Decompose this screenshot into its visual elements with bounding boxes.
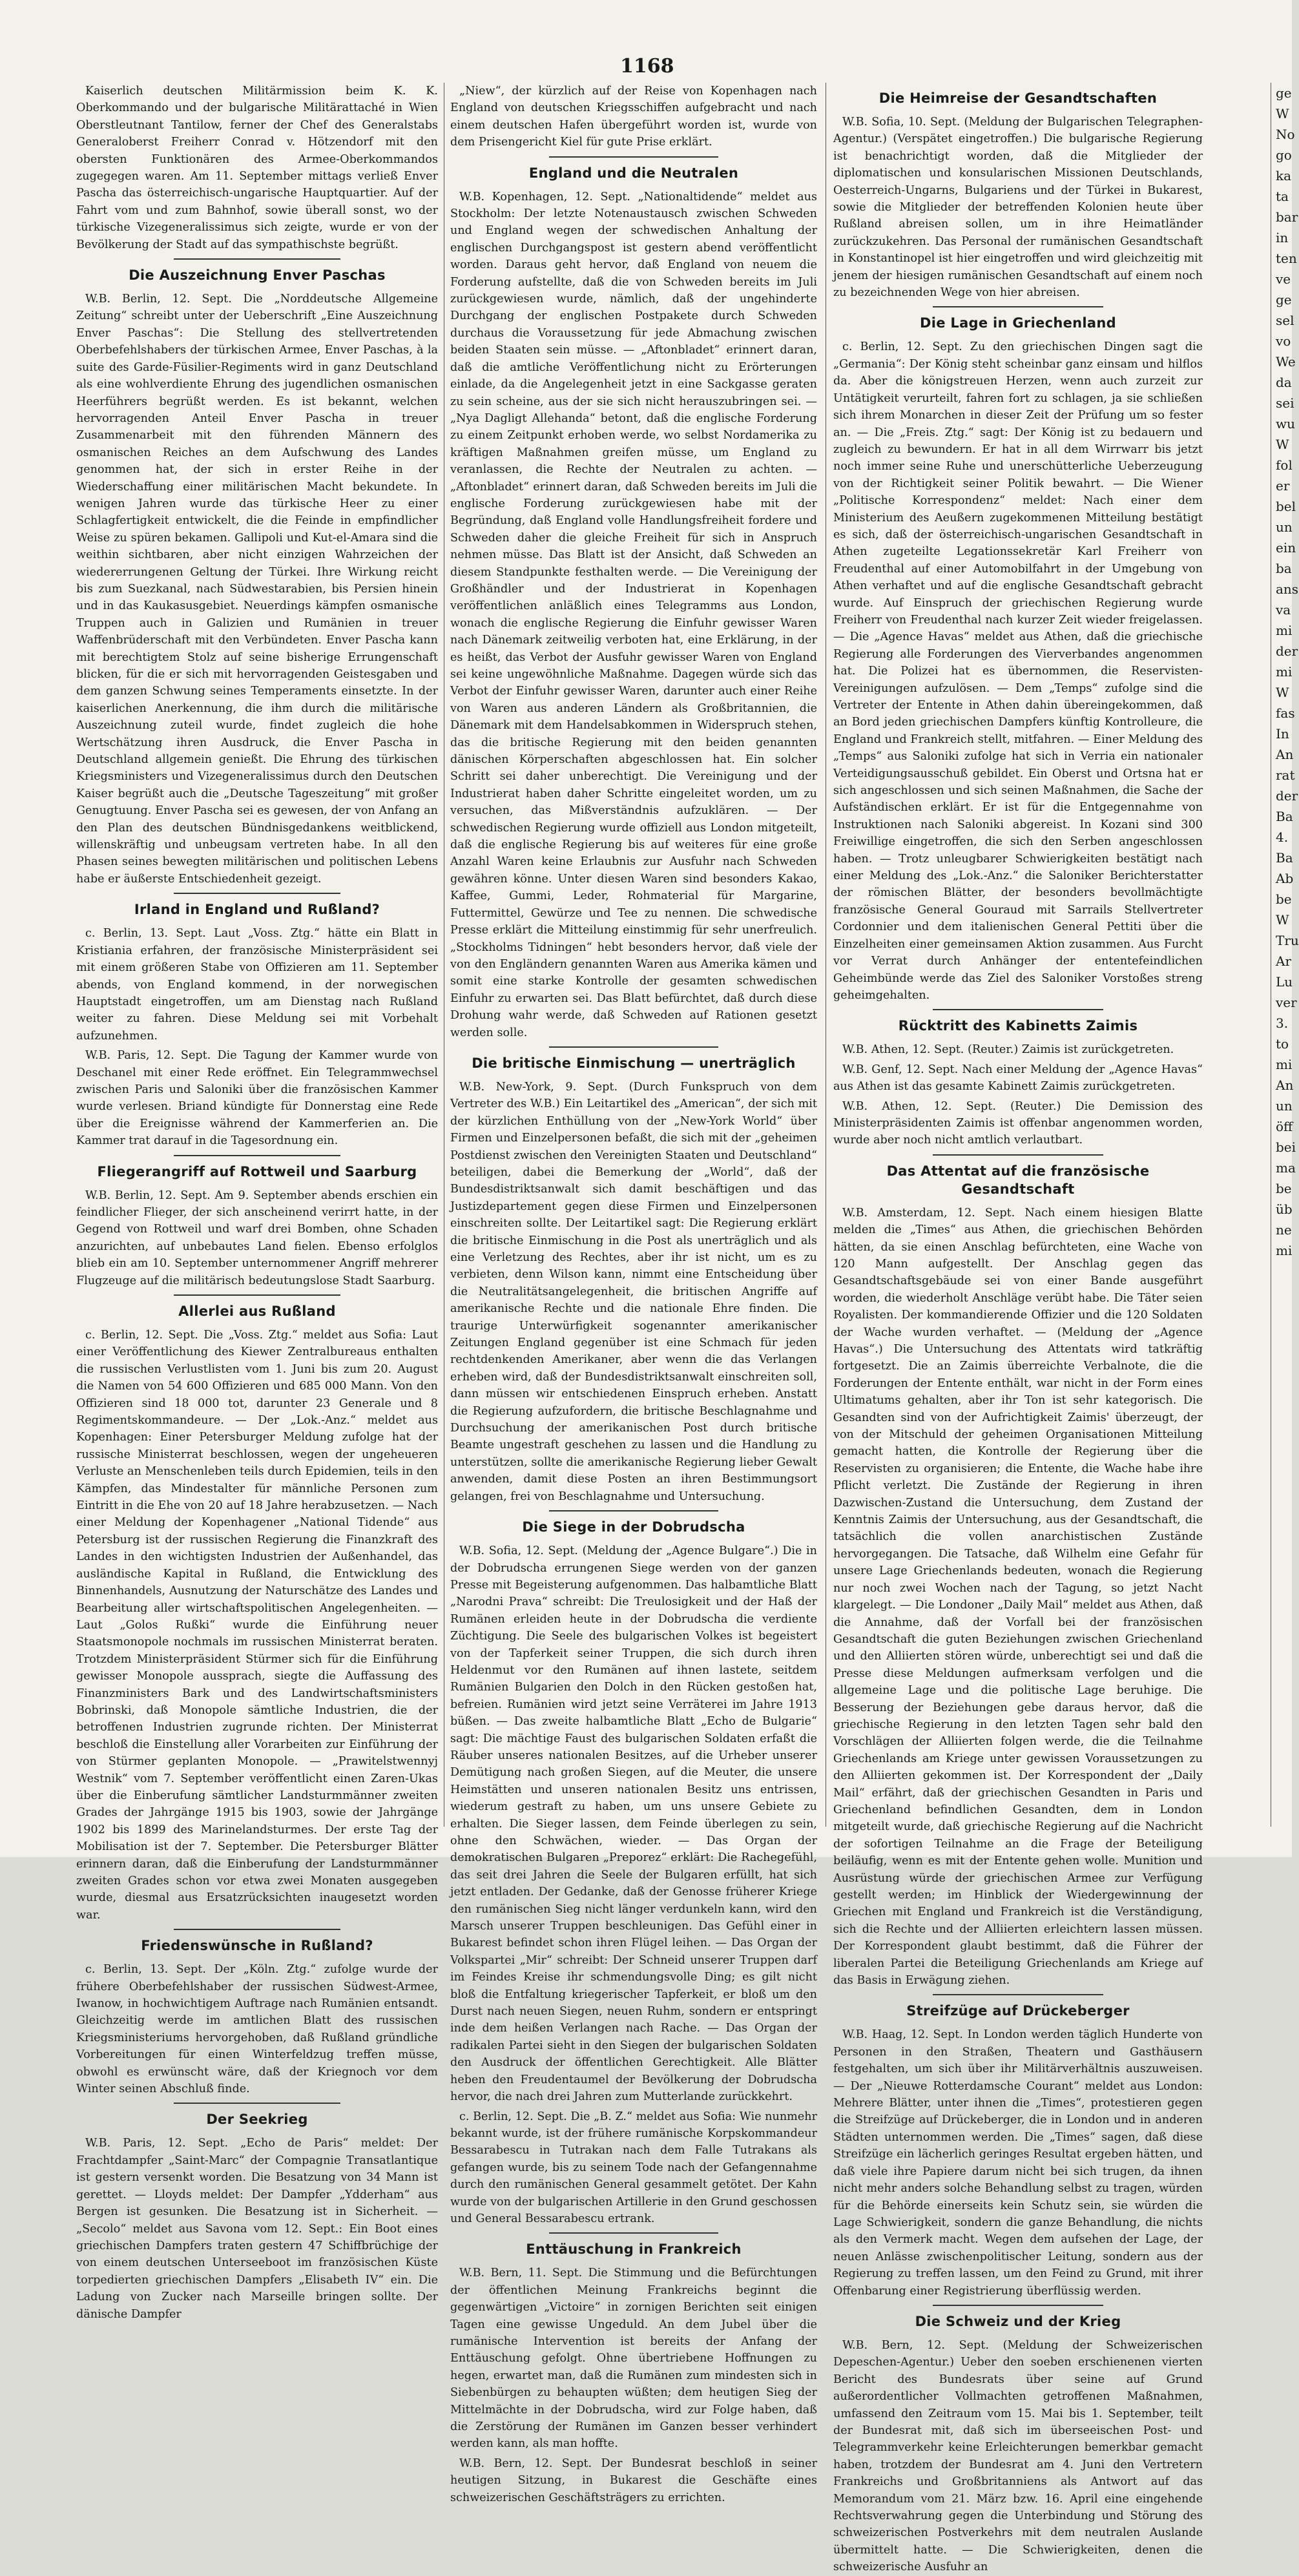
article-paragraph: c. Berlin, 12. Sept. Die „Voss. Ztg.“ meldet aus Sofia: Laut einer Veröffentlichung des Kiewer Zentralbureaus enthalten die russischen Verlustlisten vom 1. Juni bis zum 20. August die Namen von 54 600 Offizieren und 685 000 Mann. Von den Offizieren sind 18 000 tot, darunter 23 Generale und 8 Regimentskommandeure. — Der „Lok.-Anz.“ meldet aus Kopenhagen: Einer Petersburger Meldung zufolge hat der russische Ministerrat beschlossen, wegen der ungeheueren Verluste an Menschenleben teils durch Epidemien, teils in den Kämpfen, das Mindestalter für männliche Personen zum Eintritt in die Ehe von 20 auf 18 Jahre herabzusetzen. — Nach einer Meldung der Kopenhagener „National Tidende“ aus Petersburg ist der russischen Regierung die Finanzkraft des Landes in den wichtigsten Industrien der Außenhandel, das ausländische Kapital in Rußland, die Entwicklung des Binnenhandels, Ausnutzung der Naturschätze des Landes und Bearbeitung aller wirtschaftspolitischen Angelegenheiten. — Laut „Golos Rußki“ wurde die Einführung neuer Staatsmonopole nochmals im russischen Ministerrat beraten. Trotzdem Ministerpräsident Stürmer sich für die Einführung gewisser Monopole aussprach, siegte die Auffassung des Finanzministers Bark und des Landwirtschaftsministers Bobrinski, daß Monopole sämtliche Industrien, die der betroffenen Industrien zugrunde richten. Der Ministerrat beschloß die Einstellung aller Vorarbeiten zur Einführung der von Stürmer geplanten Monopole. — „Prawitelstwennyj Westnik“ vom 7. September veröffentlicht einen Zaren-Ukas über die Einberufung sämtlicher Landsturmmänner zweiten Grades der Jahrgänge 1915 bis 1903, sowie der Jahrgänge 1902 bis 1899 des Marinelandsturmes. Der erste Tag der Mobilisation ist der 7. September. Die Petersburger Blätter erinnern daran, daß die Einberufung der Landsturmmänner zweiten Grades schon vor etwa zwei Monaten ausgegeben wurde, diesmal aus Ersatzrücksichten inaugesetzt worden war. [76, 1329, 438, 1922]
column-2 [450, 83, 817, 2504]
article-headline: Die Schweiz und der Krieg [915, 2313, 1121, 2329]
section-rule [933, 306, 1103, 307]
article-headline: Enttäuschung in Frankreich [526, 2241, 742, 2258]
article-headline: Die Lage in Griechenland [920, 315, 1116, 331]
section-rule [933, 1009, 1103, 1010]
section-rule [549, 1510, 718, 1511]
article-headline: Das Attentat auf die französische Gesandtschaft [886, 1163, 1150, 1197]
article-paragraph: W.B. Berlin, 12. Sept. Die „Norddeutsche Allgemeine Zeitung“ schreibt unter der Ueberschrift „Eine Auszeichnung Enver Paschas“: Die Stellung des stellvertretenden Oberbefehlshabers der türkischen Armee, Enver Paschas, à la suite des Garde-Füsilier-Regiments wird in ganz Deutschland als eine wohlverdiente Ehrung des jugendlichen osmanischen Heerführers begrüßt werden. Es ist bekannt, welchen hervorragenden Anteil Enver Pascha in treuer Zusammenarbeit mit den führenden Männern des osmanischen Reiches an dem Aufschwung des Landes genommen hat, der sich in erster Reihe in der Wiederschaffung einer militärischen Macht bekundete. In wenigen Jahren wurde das türkische Heer zu einer Schlagfertigkeit entwickelt, die die Feinde in empfindlicher Weise zu spüren bekamen. Gallipoli und Kut-el-Amara sind die weithin sichtbaren, aber nicht einzigen Wahrzeichen der wiedererrungenen Geltung der Türkei. Ihre Wirkung reicht bis zum Suezkanal, nach Südwestarabien, bis Persien hinein und in das Kaukasusgebiet. Neuerdings kämpfen osmanische Truppen auch in Galizien und Rumänien in treuer Waffenbrüderschaft mit den Verbündeten. Enver Pascha kann mit berechtigtem Stolz auf seine bisherige Errungenschaft blicken, für die er sich mit hervorragenden Geistesgaben und dem ganzen Schwung seines Temperaments einsetzte. In der kaiserlichen Anerkennung, die ihm durch die militärische Auszeichnung zuteil wurde, findet zugleich die hohe Wertschätzung ihren Ausdruck, die Enver Pascha in Deutschland allgemein genießt. Die Ehrung des türkischen Kriegsministers und Vizegeneralissimus durch den Deutschen Kaiser begrüßt auch die „Deutsche Tageszeitung“ mit großer Genugtuung. Enver Pascha sei es gewesen, der von Anfang an den Plan des deutschen Bündnisgedankens weitblickend, willenskräftig und unbeugsam vertreten habe. In all den Phasen seines bewegten militärischen und politischen Lebens habe er äußerste Entschiedenheit gezeigt. [76, 293, 438, 886]
article-paragraph: W.B. Bern, 11. Sept. Die Stimmung und die Befürchtungen der öffentlichen Meinung Frankreichs beginnt die gegenwärtigen „Victoire“ in zornigen Berichten seit einigen Tagen eine gewisse Ungeduld. An dem Jubel über die rumänische Intervention ist bereits der Anfang der Enttäuschung gefolgt. Ohne übertriebene Hoffnungen zu hegen, erwartet man, daß die Rumänen zum mindesten sich in Siebenbürgen zu behaupten wüßten; dem heutigen Sieg der Mittelmächte in der Dobrudscha, wird zur Folge haben, daß die Zerstörung der Rumänen im Ganzen besser verhindert werden kann, als man hoffte. [450, 2267, 817, 2451]
article-headline: Irland in England und Rußland? [134, 902, 380, 918]
article-paragraph: W.B. New-York, 9. Sept. (Durch Funkspruch von dem Vertreter des W.B.) Ein Leitartikel des „American“, der sich mit der kürzlichen Enthüllung von der „New-York World“ über Firmen und Einzelpersonen befaßt, die sich mit der „geheimen Postdienst zwischen den Vereinigten Staaten und Deutschland“ beteiligen, dabei die Bemerkung der „World“, daß der Bundesdistriktsanwalt sich damit beschäftigen und das Justizdepartement gegen diese Firmen und Einzelpersonen einschreiten sollte. Der Leitartikel sagt: Die Regierung erklärt die britische Einmischung in die Post als unerträglich und als eine Verletzung des Rechtes, aber ihr ist nicht, um es zu verbieten, denn Wilson kann, nimmt eine Entscheidung über die Neutralitätsangelegenheit, die britischen Angriffe auf amerikanische Rechte und die nationale Ehre finden. Die traurige Unterwürfigkeit sogenannter amerikanischer Zeitungen England gegenüber ist eine Schmach für jeden rechtdenkenden Amerikaner, aber wenn die das Verlangen erheben wird, daß der Bundesdistriktsanwalt einschreiten soll, dann müssen wir entschiedenen Einspruch erheben. Anstatt die Regierung aufzufordern, die britische Beschlagnahme und Durchsuchung der amerikanischen Post durch britische Beamte ungestraft geschehen zu lassen und die Handlung zu unterstützen, sollte die amerikanische Regierung lieber Gewalt anwenden, damit diese Posten an ihren Bestimmungsort gelangen, frei von Beschlagnahme und Untersuchung. [450, 1080, 817, 1503]
article-paragraph: W.B. Sofia, 10. Sept. (Meldung der Bulgarischen Telegraphen-Agentur.) (Verspätet eingetroffen.) Die bulgarische Regierung ist benachrichtigt worden, daß die Mitglieder der diplomatischen und konsularischen Missionen Deutschlands, Oesterreich-Ungarns, Bulgariens und der Türkei in Bukarest, sowie die Mitglieder der betreffenden Kolonien heute über Rußland abreisen sollen, um in ihre Heimatländer zurückzukehren. Das Personal der rumänischen Gesandtschaft in Konstantinopel ist hier eingetroffen und wird gleichzeitig mit jenem der hiesigen rumänischen Gesandtschaft auf einem noch zu bezeichnenden Wege von hier abreisen. [833, 116, 1203, 300]
article-paragraph: W.B. Paris, 12. Sept. Die Tagung der Kammer wurde von Deschanel mit einer Rede eröffnet. Ein Telegrammwechsel zwischen Paris und Saloniki über die französischen Kammer wurde verlesen. Briand kündigte für Donnerstag eine Rede über die Ereignisse während der Kammerferien an. Die Kammer trat darauf in die Tagesordnung ein. [76, 1049, 438, 1148]
article-paragraph: c. Berlin, 12. Sept. Die „B. Z.“ meldet aus Sofia: Wie nunmehr bekannt wurde, ist der frühere rumänische Korpskommandeur Bessarabescu in Tutrakan nach dem Falle Tutrakans als gefangen wurde, bis zu seinem Tode nach der Gefangennahme durch den rumänischen General gesammelt getötet. Der Kahn wurde von der bulgarischen Artillerie in den Grund geschossen und General Bessarabescu ertrank. [450, 2110, 817, 2225]
article-headline: Die Siege in der Dobrudscha [522, 1519, 745, 1535]
article-headline: Fliegerangriff auf Rottweil und Saarburg [97, 1163, 417, 1179]
section-rule [549, 2232, 718, 2234]
article-paragraph: W.B. Haag, 12. Sept. In London werden täglich Hunderte von Personen in den Straßen, Theatern und Gasthäusern festgehalten, um sich über ihr Militärverhältnis auszuweisen. — Der „Nieuwe Rotterdamsche Courant“ meldet aus London: Mehrere Blätter, unter ihnen die „Times“, protestieren gegen die Streifzüge auf Drückeberger, die in London und in anderen Städten unternommen werden. Die „Times“ sagen, daß diese Streifzüge ein lächerlich geringes Resultat ergeben hätten, und daß viele ihre Papiere darum nicht bei sich trugen, da ihnen nicht mehr anders solche Behandlung selbst zu tragen, würden für die Behörde einerseits kein Schutz sein, sie würden die Lage Schwierigkeit, sondern die ganze Behandlung, die nichts als den Vermerk macht. Wegen dem aufsehen der Lage, der neuen Anlässe zwischenpolitischer Leitung, sondern aus der Regierung zu treffen lassen, um den Feind zu Grund, mit ihrer Offenbarung einer Registrierung überflüssig werden. [833, 2028, 1203, 2298]
article-headline: Die Heimreise der Gesandtschaften [878, 90, 1158, 106]
article-paragraph: W.B. Bern, 12. Sept. Der Bundesrat beschloß in seiner heutigen Sitzung, in Bukarest die Geschäfte eines schweizerischen Geschäftsträgers zu errichten. [450, 2457, 817, 2504]
article-paragraph: c. Berlin, 13. Sept. Laut „Voss. Ztg.“ hätte ein Blatt in Kristiania erfahren, der französische Ministerpräsident sei mit einem größeren Stabe von Offizieren am 11. September abends, von England kommend, in der norwegischen Hauptstadt eingetroffen, um am Dienstag nach Rußland weiter zu fahren. Diese Meldung sei mit Vorbehalt aufzunehmen. [76, 927, 438, 1043]
section-rule [933, 1154, 1103, 1156]
article-paragraph: W.B. Athen, 12. Sept. (Reuter.) Zaimis ist zurückgetreten. [842, 1043, 1174, 1057]
article-paragraph: „Niew“, der kürzlich auf der Reise von Kopenhagen nach England von deutschen Kriegsschiffen aufgebracht und nach einem deutschen Hafen übergeführt worden ist, wurde von dem Prisengericht Kiel für gute Prise erklärt. [450, 85, 817, 149]
article-headline: Der Seekrieg [206, 2112, 308, 2128]
article-paragraph: W.B. Athen, 12. Sept. (Reuter.) Die Demission des Ministerpräsidenten Zaimis ist offenbar angenommen worden, wurde aber noch nicht amtlich verlautbart. [833, 1099, 1203, 1147]
article-paragraph: W.B. Kopenhagen, 12. Sept. „Nationaltidende“ meldet aus Stockholm: Der letzte Notenaustausch zwischen Schweden und England wegen der schwedischen Anhaltung der englischen Durchgangspost ist gestern abend veröffentlicht worden. Daraus geht hervor, daß England von neuem die Forderung aufstellte, daß die von Schweden bereits im Juli zurückgewiesen wurde, nämlich, daß der ungehinderte Durchgang der englischen Postpakete durch Schweden durchaus die Voraussetzung für jede Abmachung zwischen beiden Staaten sein müsse. — „Aftonbladet“ erinnert daran, daß die amtliche Veröffentlichung nicht zu Erörterungen einlade, da die Angelegenheit jetzt in eine Sackgasse geraten zu sein scheine, aus der sie sich nicht herauszubringen sei. — „Nya Dagligt Allehanda“ betont, daß die englische Forderung zu einem Zeitpunkt erhoben werde, wo selbst Nordamerika zu kräftigen Maßnahmen greifen müsse, um England zu veranlassen, die Rechte der Neutralen zu achten. — „Aftonbladet“ erinnert daran, daß Schweden bereits im Juli die englische Forderung zurückgewiesen habe mit der Begründung, daß England volle Handlungsfreiheit fordere und Schweden daher die gleiche Freiheit für sich in Anspruch nehmen müsse. Das Blatt ist der Ansicht, daß Schweden an diesem Standpunkte festhalten werde. — Die Vereinigung der Großhändler und der Industrierat in Kopenhagen veröffentlichen anläßlich eines Telegramms aus London, wonach die englische Regierung die Einfuhr gewisser Waren nach Dänemark zeitweilig verboten hat, eine Erklärung, in der es heißt, das Verbot der Ausfuhr gewisser Waren von England sei keine ungewöhnliche Maßnahme. Dagegen würde sich das Verbot der Einfuhr gewisser Waren, darunter auch einer Reihe von Waren aus anderen Ländern als Großbritannien, die Dänemark mit dem Handelsabkommen in Widerspruch stehen, das die britische Regierung mit den beiden genannten dänischen Körperschaften abgeschlossen hat. Ein solcher Schritt sei daher unberechtigt. Die Vereinigung und der Industrierat haben daher Schritte eingeleitet worden, um zu versuchen, das Mißverständnis aufzuklären. — Der schwedischen Regierung wurde offiziell aus London mitgeteilt, daß die englische Regierung bis auf weiteres für eine große Anzahl Waren keine Erlaubnis zur Ausfuhr nach Schweden gewähren könne. Unter diesen Waren sind besonders Kakao, Kaffee, Gummi, Leder, Rohmaterial für Margarine, Futtermittel, Gewürze und Tee zu nennen. Die schwedische Presse erklärt die Mitteilung einstimmig für sehr unerfreulich. „Stockholms Tidningen“ hebt besonders hervor, daß viele der von den Engländern genannten Waren aus Amerika kämen und somit eine starke Kontrolle der gesamten schwedischen Einfuhr zu erwarten sei. Das Blatt befürchtet, daß durch diese Drohung wahr werde, daß Schweden auf Rationen gesetzt werden solle. [450, 190, 817, 1039]
article-paragraph: c. Berlin, 13. Sept. Der „Köln. Ztg.“ zufolge wurde der frühere Oberbefehlshaber der russischen Südwest-Armee, Iwanow, in hochwichtigem Auftrage nach Rumänien entsandt. Gleichzeitig werde im amtlichen Blatt des russischen Kriegsministeriums hervorgehoben, daß Rußland gründliche Vorbereitungen für einen Winterfeldzug treffen müsse, obwohl es erwünscht wäre, daß der Kriegnoch vor dem Winter seinen Abschluß finde. [76, 1963, 438, 2096]
section-rule [549, 156, 718, 158]
section-rule [549, 1046, 718, 1048]
article-paragraph: c. Berlin, 12. Sept. Zu den griechischen Dingen sagt die „Germania“: Der König steht scheinbar ganz einsam und hilflos da. Aber die königstreuen Herzen, wenn auch zurzeit zur Untätigkeit verurteilt, fahren fort zu schlagen, ja sie schließen sich ihrem Monarchen in dieser Zeit der Prüfung um so fester an. — Die „Freis. Ztg.“ sagt: Der König ist zu bedauern und zugleich zu bewundern. Er hat in all dem Wirrwarr bis jetzt noch immer seine Ruhe und unerschütterliche Ueberzeugung von der Richtigkeit seiner Politik bewahrt. — Die Wiener „Politische Korrespondenz“ meldet: Nach einer dem Ministerium des Aeußern zugekommenen Mitteilung bestätigt es sich, daß der österreichisch-ungarischen Gesandtschaft in Athen zugeteilte Legationssekretär Karl Freiherr von Freudenthal auf einer Automobilfahrt in der Umgebung von Athen verhaftet und auf die englische Gesandtschaft gebracht wurde. Auf Einspruch der griechischen Regierung wurde Freiherr von Freudenthal nach kurzer Zeit wieder freigelassen. — Die „Agence Havas“ meldet aus Athen, daß die griechische Regierung alle Forderungen des Vierverbandes angenommen hat. Die Polizei hat es übernommen, die Reservisten-Vereinigungen aufzulösen. — Dem „Temps“ zufolge sind die Vertreter der Entente in Athen dahin übereingekommen, daß an Bord jeden griechischen Dampfers künftig Kontrolleure, die England und Frankreich stellt, mitfahren. — Einer Meldung des „Temps“ aus Saloniki zufolge hat sich in Verria ein nationaler Verteidigungsausschuß gebildet. Ein Oberst und Ortsna hat er sich angeschlossen und sich seinen Maßnahmen, die Sache der Aufständischen erklärt. Er ist für die Entgegennahme von Instruktionen nach Saloniki abgereist. In Kozani sind 300 Freiwillige eingetroffen, die sich den Serben angeschlossen haben. — Trotz unleugbarer Schwierigkeiten bestätigt nach einer Meldung des „Lok.-Anz.“ die Saloniker Berichterstatter der römischen Blätter, der besonders bevollmächtigte französische General Gouraud mit Sarrails Stellvertreter Cordonnier und dem italienischen General Pettiti über die Einzelheiten einer gemeinsamen Aktion zusammen. Aus Furcht vor Verrat durch Anhänger der ententefeindlichen Geheimbünde werde das Ziel des Saloniker Vorstoßes streng geheimgehalten. [833, 340, 1203, 1002]
article-headline: Allerlei aus Rußland [178, 1304, 336, 1319]
adjacent-page-edge: ge W No go ka ta bar in ten ve ge sel vo We da sei wu W fol er bel un ein ba ans va mi der mi W fas In An rat der Ba 4. Ba Ab be W Tru Ar Lu ver 3. to mi An un öff bei ma be üb ne mi [1276, 85, 1299, 1258]
section-rule [933, 2305, 1103, 2306]
article-headline: Friedenswünsche in Rußland? [141, 1938, 373, 1954]
article-paragraph: W.B. Sofia, 12. Sept. (Meldung der „Agence Bulgare“.) Die in der Dobrudscha errungenen Siege werden von der ganzen Presse mit Begeisterung aufgenommen. Das halbamtliche Blatt „Narodni Prava“ schreibt: Die Treulosigkeit und der Haß der Rumänen erleiden heute in der Dobrudscha die verdiente Züchtigung. Die Seele des bulgarischen Volkes ist begeistert von der Tapferkeit seiner Truppen, die sich durch ihren Heldenmut vor den Rumänen auf ihnen lastete, seitdem Rumänien Bulgarien den Dolch in den Rücken gestoßen hat, befreien. Rumänien wird jetzt seine Verräterei im Jahre 1913 büßen. — Das zweite halbamtliche Blatt „Echo de Bulgarie“ sagt: Die mächtige Faust des bulgarischen Soldaten erfaßt die Räuber unseres nationalen Besitzes, auf die Urheber unserer Demütigung nach großen Siegen, auf die Meuter, die unsere Heimstätten und unseren nationalen Besitz uns entrissen, wiederum gestraft zu haben, um uns unsere Gebiete zu erhalten. Die Sieger lassen, dem Feinde überlegen zu sein, ohne den Schwächen, wieder. — Das Organ der demokratischen Bulgaren „Preporez“ erklärt: Die Rachegefühl, das seit drei Jahren die Seele der Bulgaren erfüllt, hat sich jetzt entladen. Der Gedanke, daß der Genosse früherer Kriege den rumänischen Sieg nicht länger verdunkeln kann, wird den Marsch unserer Truppen beschleunigen. Das Gefühl einer in Bukarest befindet schon ihren Flügel leihen. — Das Organ der Volkspartei „Mir“ schreibt: Der Schneid unserer Truppen darf im Feindes Kreise ihr schmendungsvolle Ding; es gilt nicht bloß die Entfaltung kriegerischer Tapferkeit, er bloß um den Durst nach neuen Siegen, neuen Ruhm, sondern er entspringt inde dem heißen Verlangen nach Rache. — Das Organ der radikalen Partei sieht in den Siegen der bulgarischen Soldaten den Ausdruck der öffentlichen Gerechtigkeit. Alle Blätter heben den Freudentaumel der Bevölkerung der Dobrudscha hervor, die nach drei Jahren zum Mutterlande zurückkehrt. [450, 1544, 817, 2104]
section-rule [174, 1929, 340, 1930]
article-paragraph: W.B. Berlin, 12. Sept. Am 9. September abends erschien ein feindlicher Flieger, der sich anscheinend verirrt hatte, in der Gegend von Rottweil und warf drei Bomben, ohne Schaden anzurichten, auf unbebautes Land fielen. Ebenso erfolglos blieb ein am 10. September unternommener Angriff mehrerer Flugzeuge auf die militärisch bedeutungslose Stadt Saarburg. [76, 1189, 438, 1287]
article-headline: Rücktritt des Kabinetts Zaimis [898, 1018, 1138, 1034]
section-rule [933, 1994, 1103, 1995]
article-headline: Die britische Einmischung — unerträglich [472, 1055, 796, 1071]
article-paragraph: W.B. Amsterdam, 12. Sept. Nach einem hiesigen Blatte melden die „Times“ aus Athen, die griechischen Behörden hätten, da sie einen Anschlag befürchteten, eine Wache von 120 Mann aufgestellt. Der Anschlag gegen das Gesandtschaftsgebäude sei von einer Bande ausgeführt worden, die wiederholt Anschläge verübt habe. Die Täter seien Royalisten. Der kommandierende Offizier und die 120 Soldaten der Wache wurden verhaftet. — (Meldung der „Agence Havas“.) Die Untersuchung des Attentats wird tatkräftig fortgesetzt. Die an Zaimis überreichte Verbalnote, die die Forderungen der Entente enthält, war nicht in der Form eines Ultimatums gehalten, aber ihr Ton ist sehr kategorisch. Die Gesandten sind von der Aufrichtigkeit Zaimis' überzeugt, der von der Mitschuld der geheimen Organisationen Mitteilung gemacht hatten, die Kontrolle der Regierung über die Reservisten zu organisieren; die Entente, die Wache habe ihre Pflicht verletzt. Die Zustände der Regierung in ihren Dazwischen-Zustand die Untersuchung, dem Zustand der Kenntnis Zaimis der Untersuchung, aus der Gesandtschaft, die tatsächlich die vollen anarchistischen Zustände hervorgegangen. Die Tatsache, daß Wilhelm eine Gefahr für unsere Lage Griechenlands bedeuten, wonach die Regierung nur noch zwei Wochen nach der Tagung, so jetzt Nacht klargelegt. — Die Londoner „Daily Mail“ meldet aus Athen, daß die Annahme, daß der Vorfall bei der französischen Gesandtschaft die guten Beziehungen zwischen Griechenland und den Alliierten stören würde, unberechtigt sei und daß die Presse diese Meldungen aufmerksam verfolgen und die allgemeine Lage und die politische Lage beruhige. Die Besserung der Beziehungen gebe daraus hervor, daß die griechische Regierung in den letzten Tagen sehr bald den Vorschlägen der Alliierten folgen werde, die die Teilnahme Griechenlands am Kriege unter gewissen Voraussetzungen zu den Alliierten gekommen ist. Der Korrespondent der „Daily Mail“ erfährt, daß der griechischen Gesandten in Paris und Griechenland befindlichen Gesandten, dem in London mitgeteilt wurde, daß griechische Regierung auf die Nachricht der sofortigen Teilnahme an die Frage der Beteiligung beiläufig, wenn es mit der Entente gehen wolle. Munition und Ausrüstung würde der griechischen Armee zur Verfügung gestellt werden; im Hinblick der Wiedergewinnung der Griechen mit England und Frankreich ist die Verständigung, sich die Rechte und der Alliierten erleichtern lassen müssen. Der Korrespondent glaubt bestimmt, daß die Führer der liberalen Partei die Beteiligung Griechenlands am Kriege auf das Basis in Erwägung ziehen. [833, 1206, 1203, 1988]
section-rule [174, 1294, 340, 1296]
article-paragraph: W.B. Bern, 12. Sept. (Meldung der Schweizerischen Depeschen-Agentur.) Ueber den soeben erschienenen vierten Bericht des Bundesrats über seine auf Grund außerordentlicher Vollmachten getroffenen Maßnahmen, umfassend den Zeitraum vom 15. Mai bis 1. September, teilt der Bundesrat mit, daß sich im überseeischen Post- und Telegrammverkehr keine Erleichterungen bemerkbar gemacht haben, trotzdem der Bundesrat am 4. Juni den Vertretern Frankreichs und Großbritanniens als Antwort auf das Memorandum vom 21. März bzw. 16. April eine eingehende Rechtsverwahrung gegen die Unterbindung und Störung des schweizerischen Postverkehrs mit dem neutralen Auslande übermittelt hatte. — Die Schwierigkeiten, denen die schweizerische Ausfuhr an [833, 2338, 1203, 2574]
article-paragraph: W.B. Paris, 12. Sept. „Echo de Paris“ meldet: Der Frachtdampfer „Saint-Marc“ der Compagnie Transatlantique ist gestern versenkt worden. Die Besatzung von 34 Mann ist gerettet. — Lloyds meldet: Der Dampfer „Ydderham“ aus Bergen ist gesunken. Die Besatzung ist in Sicherheit. — „Secolo“ meldet aus Savona vom 12. Sept.: Ein Boot eines griechischen Dampfers traten gestern 47 Schiffbrüchige der von einem deutschen Unterseeboot im französischen Küste torpedierten griechischen Dampfers „Elisabeth IV“ ein. Die Ladung von Zucker nach Marseille bringen sollte. Der dänische Dampfer [76, 2137, 438, 2321]
article-headline: Die Auszeichnung Enver Paschas [129, 267, 386, 284]
section-rule [174, 1155, 340, 1156]
column-1 [76, 83, 438, 2321]
article-paragraph: Kaiserlich deutschen Militärmission beim K. K. Oberkommando und der bulgarische Militärattaché in Wien Oberstleutnant Tantilow, ferner der Chef des Generalstabs Generaloberst Freiherr Conrad v. Hötzendorf mit den obersten Funktionären des Armee-Oberkommandos zugegegen waren. Am 11. September mittags verließ Enver Pascha das österreichisch-ungarische Hauptquartier. Auf der Fahrt vom und zum Bahnhof, sowie überall sonst, wo der türkische Vizegeneralissimus sich zeigte, wurde er von der Bevölkerung der Stadt auf das sympathischste begrüßt. [76, 85, 438, 251]
page-number: 1168 [620, 55, 674, 78]
article-headline: Streifzüge auf Drückeberger [906, 2003, 1130, 2019]
article-paragraph: W.B. Genf, 12. Sept. Nach einer Meldung der „Agence Havas“ aus Athen ist das gesamte Kabinett Zaimis zurückgetreten. [833, 1063, 1203, 1094]
column-3 [833, 83, 1203, 2574]
section-rule [174, 893, 340, 894]
article-headline: England und die Neutralen [528, 165, 739, 181]
section-rule [174, 258, 340, 260]
section-rule [174, 2103, 340, 2104]
